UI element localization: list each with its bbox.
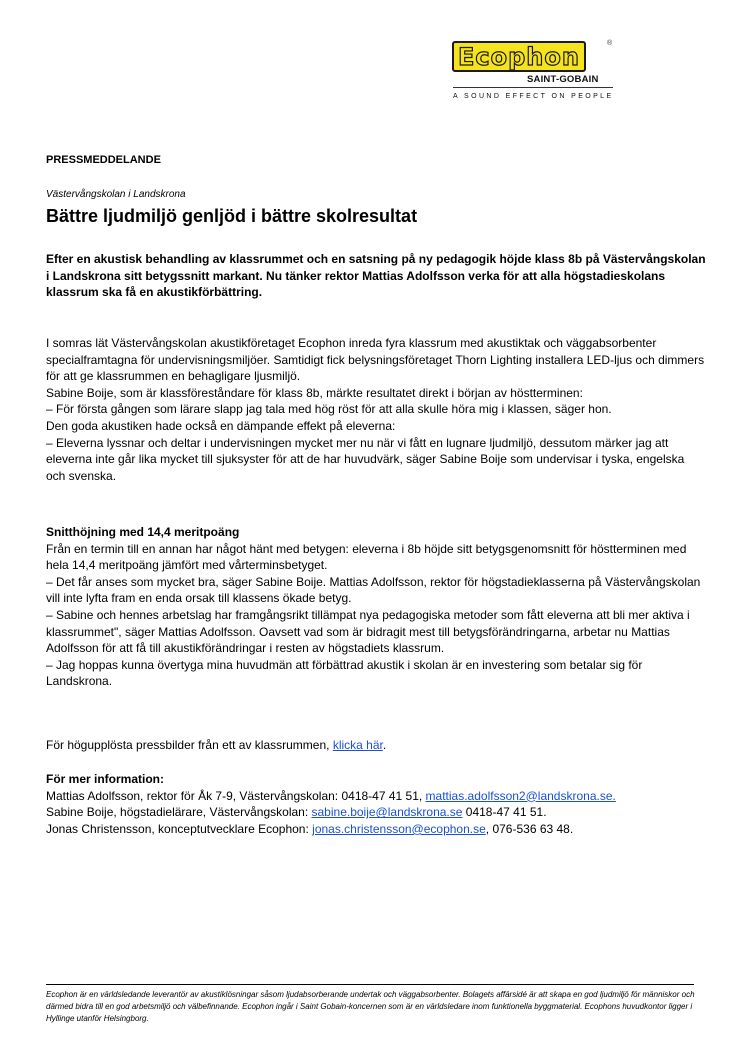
body-paragraph: Den goda akustiken hade också en dämpande effekt på eleverna: <box>46 418 396 433</box>
press-images-line <box>46 737 706 754</box>
footer-text: Ecophon är en världsledande leverantör av akustiklösningar såsom ljudabsorberande undertak och väggabsorbenter. Bolagets affärsidé är att skapa en god ljudmiljö för människor och därmed bidra till en god arbetsmiljö och välbefinnande. Ecophon ingår i Saint Gobain-koncernen som är en världsledare inom funktionella byggmaterial. Ecophons huvudkontor ligger i Hyllinge utanför Helsingborg. <box>46 990 695 1023</box>
logo-wordmark: Ecophon <box>452 41 586 72</box>
contact-text: Sabine Boije, högstadielärare, Västervångskolan: <box>46 805 312 820</box>
quote-paragraph: – För första gången som lärare slapp jag tala med hög röst för att alla skulle höra mig i klassen, säger hon. <box>46 402 612 417</box>
contact-text: Mattias Adolfsson, rektor för Åk 7-9, Västervångskolan: 0418-47 41 51, <box>46 788 426 803</box>
logo-divider <box>453 87 613 88</box>
footer <box>46 989 696 1025</box>
quote-paragraph: – Eleverna lyssnar och deltar i undervisningen mycket mer nu när vi fått en lugnare ljudmiljö, dessutom märker jag att eleverna inte går lika mycket till sjuksyster för att de har huvudvärk, säger Sabine Boije som undervisar i tyska, engelska och svenska. <box>46 435 685 483</box>
quote-paragraph: – Sabine och hennes arbetslag har framgångsrikt tillämpat nya pedagogiska metoder som fått eleverna att bli mer aktiva i klassrummet", säger Mattias Adolfsson. Oavsett vad som är bidragit mest till betygsförändringarna, arbetar nu Mattias Adolfsson för att få till akustikförändringar i resten av högstadiets klassrum. <box>46 607 690 656</box>
press-images-period: . <box>382 738 387 752</box>
lead-paragraph <box>46 251 706 301</box>
contact-line <box>46 804 706 821</box>
quote-paragraph: – Jag hoppas kunna övertyga mina huvudmän att förbättrad akustik i skolan är en investering som betalar sig för Landskrona. <box>46 657 643 689</box>
email-link[interactable]: mattias.adolfsson2@landskrona.se. <box>425 788 616 803</box>
contact-line <box>46 821 706 838</box>
section-heading: Snitthöjning med 14,4 meritpoäng <box>46 525 240 539</box>
contact-suffix: , 076-536 63 48. <box>485 821 574 836</box>
contact-section <box>46 771 706 837</box>
ecophon-logo <box>449 40 619 110</box>
body-paragraph: Från en termin till en annan har något hänt med betygen: eleverna i 8b höjde sitt betygsgenomsnitt för höstterminen med hela 14,4 meritpoäng jämfört med vårterminsbetyget. <box>46 541 687 573</box>
contact-line <box>46 788 706 805</box>
email-link[interactable]: jonas.christensson@ecophon.se <box>312 821 486 836</box>
quote-paragraph: – Det får anses som mycket bra, säger Sabine Boije. Mattias Adolfsson, rektor för högstadieklasserna på Västervångskolan vill inte lyfta fram en enda orsak till klassens ökade betyg. <box>46 574 701 606</box>
logo-tagline: A SOUND EFFECT ON PEOPLE <box>453 93 614 100</box>
press-images-text: För högupplösta pressbilder från ett av klassrummen, <box>46 738 333 752</box>
logo-parent-company: SAINT-GOBAIN <box>527 74 599 85</box>
registered-mark: ® <box>607 40 613 47</box>
contact-text: Jonas Christensson, konceptutvecklare Ecophon: <box>46 821 313 836</box>
contact-heading: För mer information: <box>46 772 165 786</box>
press-images-link[interactable]: klicka här <box>332 738 383 752</box>
headline: Bättre ljudmiljö genljöd i bättre skolresultat <box>46 206 418 226</box>
body-paragraph: Sabine Boije, som är klassföreståndare för klass 8b, märkte resultatet direkt i början av höstterminen: <box>46 385 583 400</box>
footer-divider <box>46 984 694 985</box>
lead-text: Efter en akustisk behandling av klassrummet och en satsning på ny pedagogik höjde klass 8b på Västervångskolan i Landskrona sitt betygssnitt markant. Nu tänker rektor Mattias Adolfsson verka för att alla högstadieskolans klassrum ska få en akustikförbättring. <box>46 252 706 300</box>
body-section-2 <box>46 524 706 690</box>
body-paragraph: I somras lät Västervångskolan akustikföretaget Ecophon inreda fyra klassrum med akustiktak och väggabsorbenter specialframtagna för undervisningsmiljöer. Samtidigt fick belysningsföretaget Thorn Lighting installera LED-ljus och dimmers för att ge klassrummen en behagligare ljusmiljö. <box>46 336 705 384</box>
document-label: PRESSMEDDELANDE <box>46 154 161 166</box>
body-section-1 <box>46 335 706 484</box>
contact-suffix: 0418-47 41 51. <box>462 805 547 820</box>
kicker: Västervångskolan i Landskrona <box>46 189 186 200</box>
email-link[interactable]: sabine.boije@landskrona.se <box>311 805 463 820</box>
